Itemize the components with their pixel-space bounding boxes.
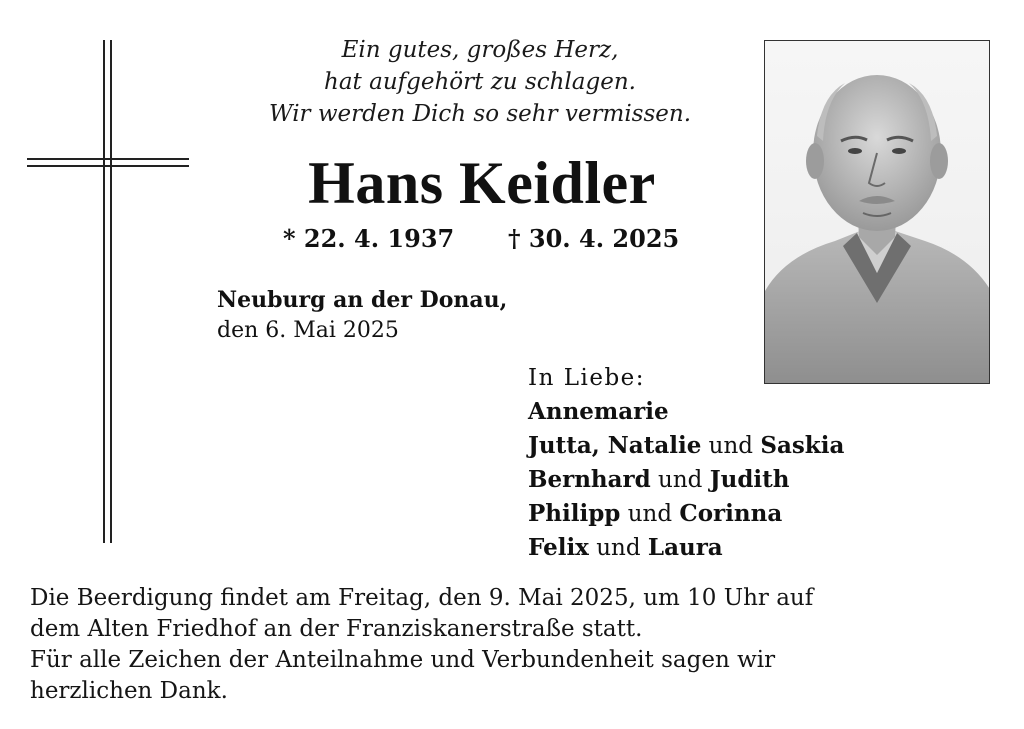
family-member: Corinna xyxy=(679,500,783,527)
verse-line: Ein gutes, großes Herz, xyxy=(341,37,619,63)
notice-line: dem Alten Friedhof an der Franziskanerstraße statt. xyxy=(30,616,643,642)
family-conjunction: und xyxy=(701,433,761,459)
family-member: Philipp xyxy=(528,500,621,527)
portrait-photo xyxy=(764,40,990,384)
deceased-name: Hans Keidler xyxy=(308,150,656,216)
family-member: Annemarie xyxy=(528,398,669,425)
cross-horizontal-line xyxy=(27,158,189,160)
family-member: Saskia xyxy=(760,432,845,459)
cross-vertical-line xyxy=(103,40,105,543)
family-member: Jutta, Natalie xyxy=(528,432,702,459)
memorial-verse xyxy=(240,34,720,130)
notice-line: herzlichen Dank. xyxy=(30,678,228,704)
family-conjunction: und xyxy=(588,535,648,561)
birth-date: * 22. 4. 1937 xyxy=(283,224,455,253)
cross-horizontal-line xyxy=(27,165,189,167)
death-date: † 30. 4. 2025 xyxy=(508,224,680,253)
family-list xyxy=(528,362,844,565)
family-conjunction: und xyxy=(620,501,680,527)
notice-line: Für alle Zeichen der Anteilnahme und Verbundenheit sagen wir xyxy=(30,647,776,673)
verse-line: Wir werden Dich so sehr vermissen. xyxy=(268,101,692,127)
family-member: Judith xyxy=(709,466,790,493)
family-member: Bernhard xyxy=(528,466,651,493)
family-heading: In Liebe: xyxy=(528,365,646,391)
family-row xyxy=(528,531,844,565)
family-row xyxy=(528,395,844,429)
place-date: den 6. Mai 2025 xyxy=(217,318,399,343)
family-row xyxy=(528,463,844,497)
family-row xyxy=(528,497,844,531)
cross-vertical-line xyxy=(110,40,112,543)
portrait-figure-icon xyxy=(765,41,990,384)
funeral-notice xyxy=(30,583,1010,707)
notice-line: Die Beerdigung findet am Freitag, den 9. Mai 2025, um 10 Uhr auf xyxy=(30,585,814,611)
family-member: Felix xyxy=(528,534,589,561)
verse-line: hat aufgehört zu schlagen. xyxy=(324,69,636,95)
family-row xyxy=(528,429,844,463)
family-conjunction: und xyxy=(650,467,710,493)
family-member: Laura xyxy=(647,534,723,561)
place-name: Neuburg an der Donau, xyxy=(217,287,508,313)
